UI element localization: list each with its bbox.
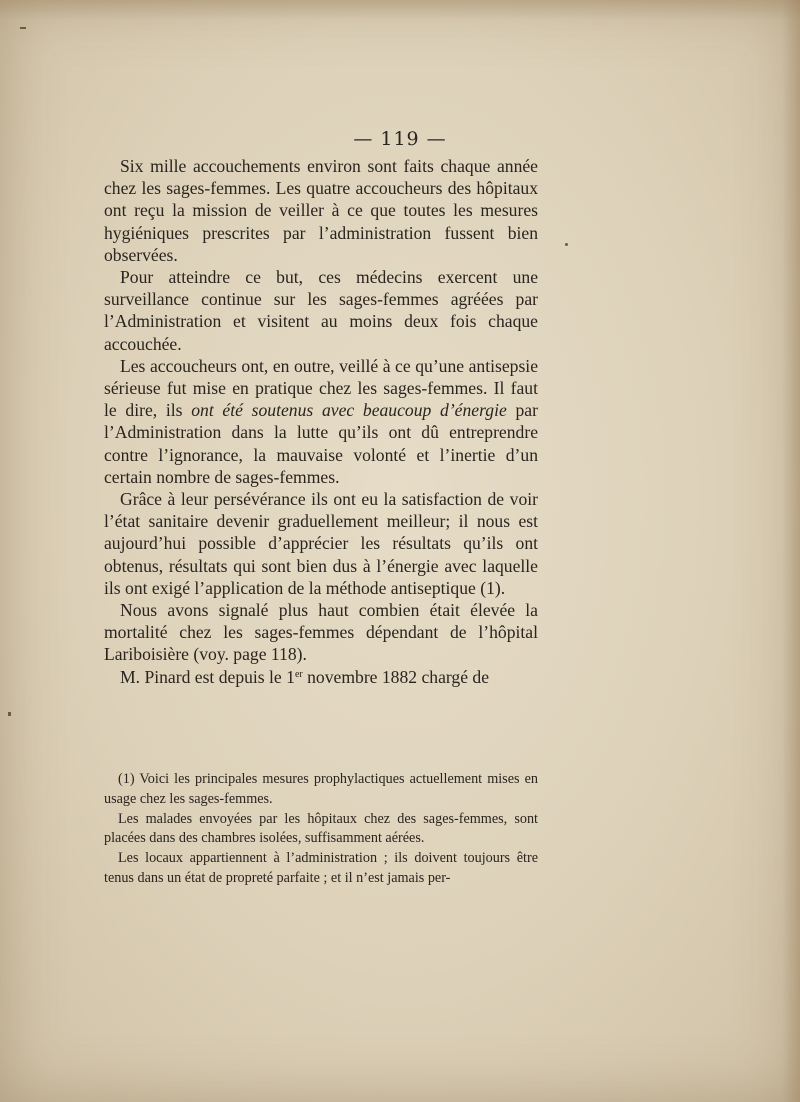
paragraph-3-emphasis: ont été soutenus avec beaucoup d’énergie — [191, 400, 507, 421]
ordinal-superscript: er — [294, 668, 303, 680]
footnote-3: Les locaux appartiennent à l’administration ; ils doivent toujours être tenus dans un état de propreté parfaite ; et il n’est jamais per- — [104, 850, 538, 886]
main-text — [104, 155, 538, 688]
paragraph-4: Grâce à leur persévérance ils ont eu la satisfaction de voir l’état sanitaire devenir graduellement meilleur; il nous est aujourd’hui possible d’apprécier les résultats qu’ils ont obtenus, résultats qui sont bien dus à l’énergie avec laquelle ils ont exigé l’application de la méthode antiseptique (1). — [104, 489, 538, 598]
paragraph-1: Six mille accouchements environ sont faits chaque année chez les sages-femmes. Les quatre accoucheurs des hôpitaux ont reçu la mission de veiller à ce que toutes les mesures hygiéniques prescrites par l’administration fussent bien observées. — [104, 156, 538, 265]
paragraph-2: Pour atteindre ce but, ces médecins exercent une surveillance continue sur les sages-femmes agréées par l’Administration et visitent au moins deux fois chaque accouchée. — [104, 267, 538, 354]
ink-speck — [8, 712, 11, 716]
paragraph-3 — [104, 355, 538, 488]
paragraph-6 — [104, 666, 538, 688]
page-shadow-right — [782, 0, 800, 1102]
paragraph-3-start: Les accoucheurs ont, en outre, veillé à ce qu’une antisepsie sérieuse fut mise en pratique chez les sages-femmes. Il faut le dire, ils — [104, 355, 538, 421]
footnote-2: Les malades envoyées par les hôpitaux chez des sages-femmes, sont placées dans des chambres isolées, suffisamment aérées. — [104, 810, 538, 847]
ink-speck — [565, 243, 568, 246]
paragraph-6-end: novembre 1882 chargé de — [302, 666, 490, 687]
footnote-1: (1) Voici les principales mesures prophylactiques actuellement mises en usage chez les sages-femmes. — [104, 771, 538, 807]
page-number: — 119 — — [353, 128, 447, 150]
page-shadow-top — [0, 0, 800, 20]
ink-speck — [20, 27, 26, 29]
footnotes — [104, 770, 538, 889]
paragraph-3-end: par l’Administration dans la lutte qu’ils ont dû entreprendre contre l’ignorance, la mauvaise volonté et l’inertie d’un certain nombre de sages-femmes. — [104, 400, 538, 487]
paragraph-6-start: M. Pinard est depuis le 1 — [120, 666, 295, 687]
paragraph-5: Nous avons signalé plus haut combien était élevée la mortalité chez les sages-femmes dépendant de l’hôpital Lariboisière (voy. page 118). — [104, 600, 538, 665]
